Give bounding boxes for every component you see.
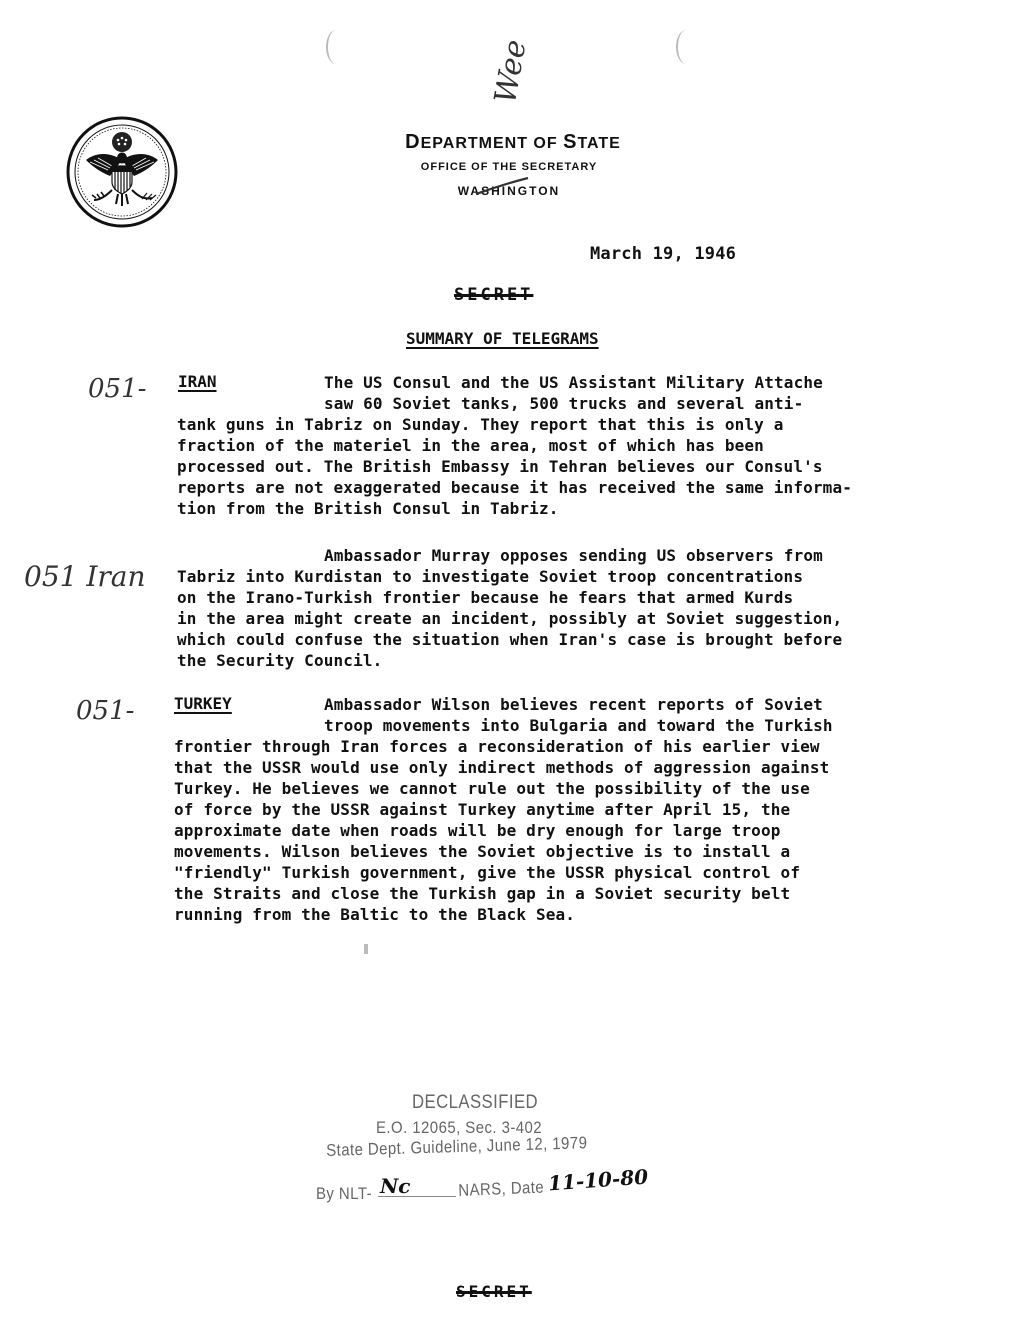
turkey-para-line-4: that the USSR would use only indirect methods of aggression against — [174, 758, 830, 777]
turkey-para-line-2: troop movements into Bulgaria and toward the Turkish — [324, 716, 833, 735]
turkey-para-line-1: Ambassador Wilson believes recent reports of Soviet — [324, 695, 823, 714]
stamp-declassified: DECLASSIFIED — [412, 1092, 539, 1113]
stamp-by-initials: Nc — [380, 1174, 411, 1198]
iran-para1-line-4: fraction of the materiel in the area, most of which has been — [177, 436, 764, 455]
stamp-eo: E.O. 12065, Sec. 3-402 — [376, 1118, 543, 1137]
turkey-para-line-10: the Straits and close the Turkish gap in a Soviet security belt — [174, 884, 791, 903]
stamp-nars-date: NARS, Date — [458, 1177, 545, 1200]
turkey-file-mark: 051- — [76, 696, 135, 726]
iran-para2-line-4: in the area might create an incident, possibly at Soviet suggestion, — [177, 609, 843, 628]
classification-top: SECRET — [454, 285, 534, 305]
iran-para2-line-5: which could confuse the situation when Iran's case is brought before — [177, 630, 843, 649]
letterhead-office: OFFICE OF THE SECRETARY — [420, 161, 598, 173]
turkey-para-line-11: running from the Baltic to the Black Sea. — [174, 905, 576, 924]
turkey-para-line-3: frontier through Iran forces a reconsideration of his earlier view — [174, 737, 820, 756]
stamp-date-handwritten: 11-10-80 — [547, 1164, 649, 1196]
stamp-guideline: State Dept. Guideline, June 12, 1979 — [326, 1133, 588, 1160]
iran-para1-line-3: tank guns in Tabriz on Sunday. They report that this is only a — [177, 415, 784, 434]
iran-para2-line-2: Tabriz into Kurdistan to investigate Soviet troop concentrations — [177, 567, 804, 586]
memo-date: March 19, 1946 — [590, 244, 737, 264]
stamp-by-underline — [378, 1196, 456, 1197]
turkey-para-line-5: Turkey. He believes we cannot rule out the possibility of the use — [174, 779, 810, 798]
iran-file-mark: 051- — [88, 374, 147, 404]
turkey-para-line-7: approximate date when roads will be dry enough for large troop — [174, 821, 781, 840]
stamp-by-prefix: By NLT- — [316, 1184, 373, 1203]
iran-para1-line-7: tion from the British Consul in Tabriz. — [177, 499, 559, 518]
letterhead-city: WASHINGTON — [457, 184, 561, 198]
paper-speck — [364, 944, 368, 954]
turkey-para-line-6: of force by the USSR against Turkey anytime after April 15, the — [174, 800, 791, 819]
handwritten-initials: Wee — [488, 37, 534, 107]
iran-para1-line-6: reports are not exaggerated because it has received the same informa- — [177, 478, 853, 497]
iran-file-mark-2: 051 Iran — [24, 560, 146, 593]
turkey-para-line-8: movements. Wilson believes the Soviet objective is to install a — [174, 842, 791, 861]
iran-para2-line-3: on the Irano-Turkish frontier because he fears that armed Kurds — [177, 588, 794, 607]
iran-para1-line-5: processed out. The British Embassy in Tehran believes our Consul's — [177, 457, 823, 476]
iran-para1-line-1: The US Consul and the US Assistant Military Attache — [324, 373, 823, 392]
letterhead-department: DEPARTMENT OF STATE — [405, 131, 621, 153]
iran-para2-line-6: the Security Council. — [177, 651, 383, 670]
handwritten-stroke-mark — [474, 176, 530, 198]
page-title: SUMMARY OF TELEGRAMS — [406, 329, 599, 348]
iran-para2-line-1: Ambassador Murray opposes sending US observers from — [324, 546, 823, 565]
iran-para1-line-2: saw 60 Soviet tanks, 500 trucks and several anti- — [324, 394, 804, 413]
classification-bottom: SECRET — [456, 1282, 532, 1301]
turkey-country-label: TURKEY — [174, 694, 232, 713]
turkey-para-line-9: "friendly" Turkish government, give the USSR physical control of — [174, 863, 801, 882]
iran-country-label: IRAN — [178, 372, 217, 391]
punch-hole-right — [676, 30, 696, 64]
punch-hole-left — [326, 30, 346, 64]
